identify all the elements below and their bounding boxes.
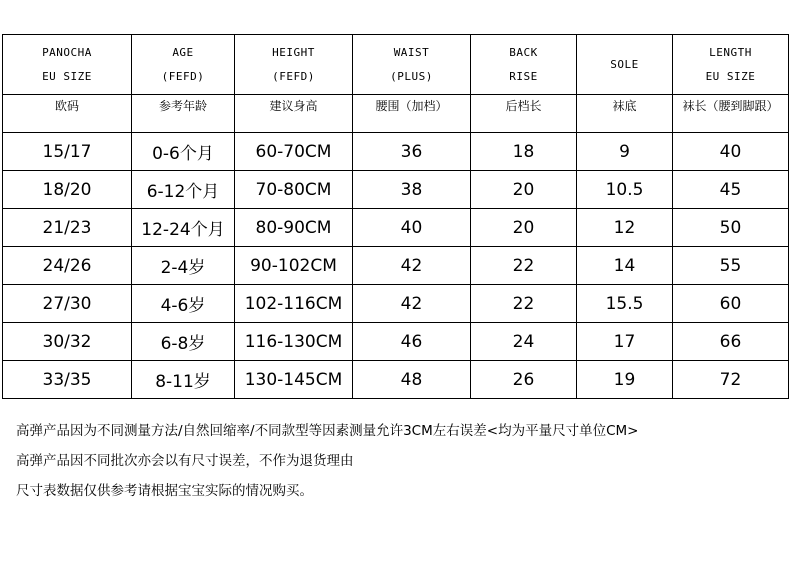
note-reference-only: 尺寸表数据仅供参考请根据宝宝实际的情况购买。: [16, 483, 313, 499]
cell-back-rise: 20: [471, 209, 577, 247]
header-height: HEIGHT (FEFD): [235, 35, 353, 95]
cell-height: 80-90CM: [235, 209, 353, 247]
header-row-chinese: [3, 95, 789, 133]
cell-eu-size: 24/26: [3, 247, 132, 285]
header-cn-age: 参考年龄: [132, 95, 235, 133]
header-back-rise: BACK RISE: [471, 35, 577, 95]
note-batch-variance: 高弹产品因不同批次亦会以有尺寸误差，不作为退货理由: [16, 453, 354, 469]
header-sole: SOLE: [577, 35, 673, 95]
cell-sole: 10.5: [577, 171, 673, 209]
cell-waist: 46: [353, 323, 471, 361]
table-row: [3, 247, 789, 285]
cell-waist: 42: [353, 247, 471, 285]
table-row: [3, 171, 789, 209]
cell-height: 116-130CM: [235, 323, 353, 361]
header-cn-back-rise: 后档长: [471, 95, 577, 133]
cell-length: 50: [673, 209, 789, 247]
cell-age: 8-11岁: [132, 361, 235, 399]
cell-length: 72: [673, 361, 789, 399]
cell-waist: 48: [353, 361, 471, 399]
table-row: [3, 209, 789, 247]
cell-age: 12-24个月: [132, 209, 235, 247]
cell-length: 40: [673, 133, 789, 171]
cell-length: 60: [673, 285, 789, 323]
cell-eu-size: 27/30: [3, 285, 132, 323]
size-chart-table: [2, 34, 789, 399]
cell-waist: 38: [353, 171, 471, 209]
cell-sole: 17: [577, 323, 673, 361]
cell-age: 4-6岁: [132, 285, 235, 323]
cell-sole: 9: [577, 133, 673, 171]
table-row: [3, 361, 789, 399]
cell-sole: 15.5: [577, 285, 673, 323]
cell-back-rise: 18: [471, 133, 577, 171]
cell-eu-size: 21/23: [3, 209, 132, 247]
cell-age: 6-8岁: [132, 323, 235, 361]
cell-sole: 12: [577, 209, 673, 247]
cell-length: 55: [673, 247, 789, 285]
cell-sole: 14: [577, 247, 673, 285]
cell-back-rise: 20: [471, 171, 577, 209]
header-waist: WAIST (PLUS): [353, 35, 471, 95]
header-cn-eu-size: 欧码: [3, 95, 132, 133]
note-measurement-tolerance: 高弹产品因为不同测量方法/自然回缩率/不同款型等因素测量允许3CM左右误差<均为平量尺寸单位CM>: [16, 423, 639, 439]
cell-waist: 42: [353, 285, 471, 323]
cell-back-rise: 26: [471, 361, 577, 399]
cell-height: 70-80CM: [235, 171, 353, 209]
cell-back-rise: 24: [471, 323, 577, 361]
cell-eu-size: 30/32: [3, 323, 132, 361]
header-cn-height: 建议身高: [235, 95, 353, 133]
cell-age: 0-6个月: [132, 133, 235, 171]
table-row: [3, 285, 789, 323]
cell-height: 60-70CM: [235, 133, 353, 171]
cell-waist: 40: [353, 209, 471, 247]
size-notes: [16, 416, 786, 506]
header-row-english: [3, 35, 789, 95]
cell-height: 102-116CM: [235, 285, 353, 323]
header-cn-length: 袜长（腰到脚跟）: [673, 95, 789, 133]
table-row: [3, 133, 789, 171]
cell-age: 6-12个月: [132, 171, 235, 209]
cell-eu-size: 15/17: [3, 133, 132, 171]
header-cn-waist: 腰围（加档）: [353, 95, 471, 133]
header-length: LENGTH EU SIZE: [673, 35, 789, 95]
cell-sole: 19: [577, 361, 673, 399]
cell-height: 90-102CM: [235, 247, 353, 285]
cell-eu-size: 33/35: [3, 361, 132, 399]
cell-age: 2-4岁: [132, 247, 235, 285]
cell-length: 45: [673, 171, 789, 209]
cell-waist: 36: [353, 133, 471, 171]
header-cn-sole: 袜底: [577, 95, 673, 133]
cell-length: 66: [673, 323, 789, 361]
header-age: AGE (FEFD): [132, 35, 235, 95]
header-eu-size: PANOCHA EU SIZE: [3, 35, 132, 95]
cell-eu-size: 18/20: [3, 171, 132, 209]
cell-back-rise: 22: [471, 247, 577, 285]
cell-back-rise: 22: [471, 285, 577, 323]
table-row: [3, 323, 789, 361]
cell-height: 130-145CM: [235, 361, 353, 399]
